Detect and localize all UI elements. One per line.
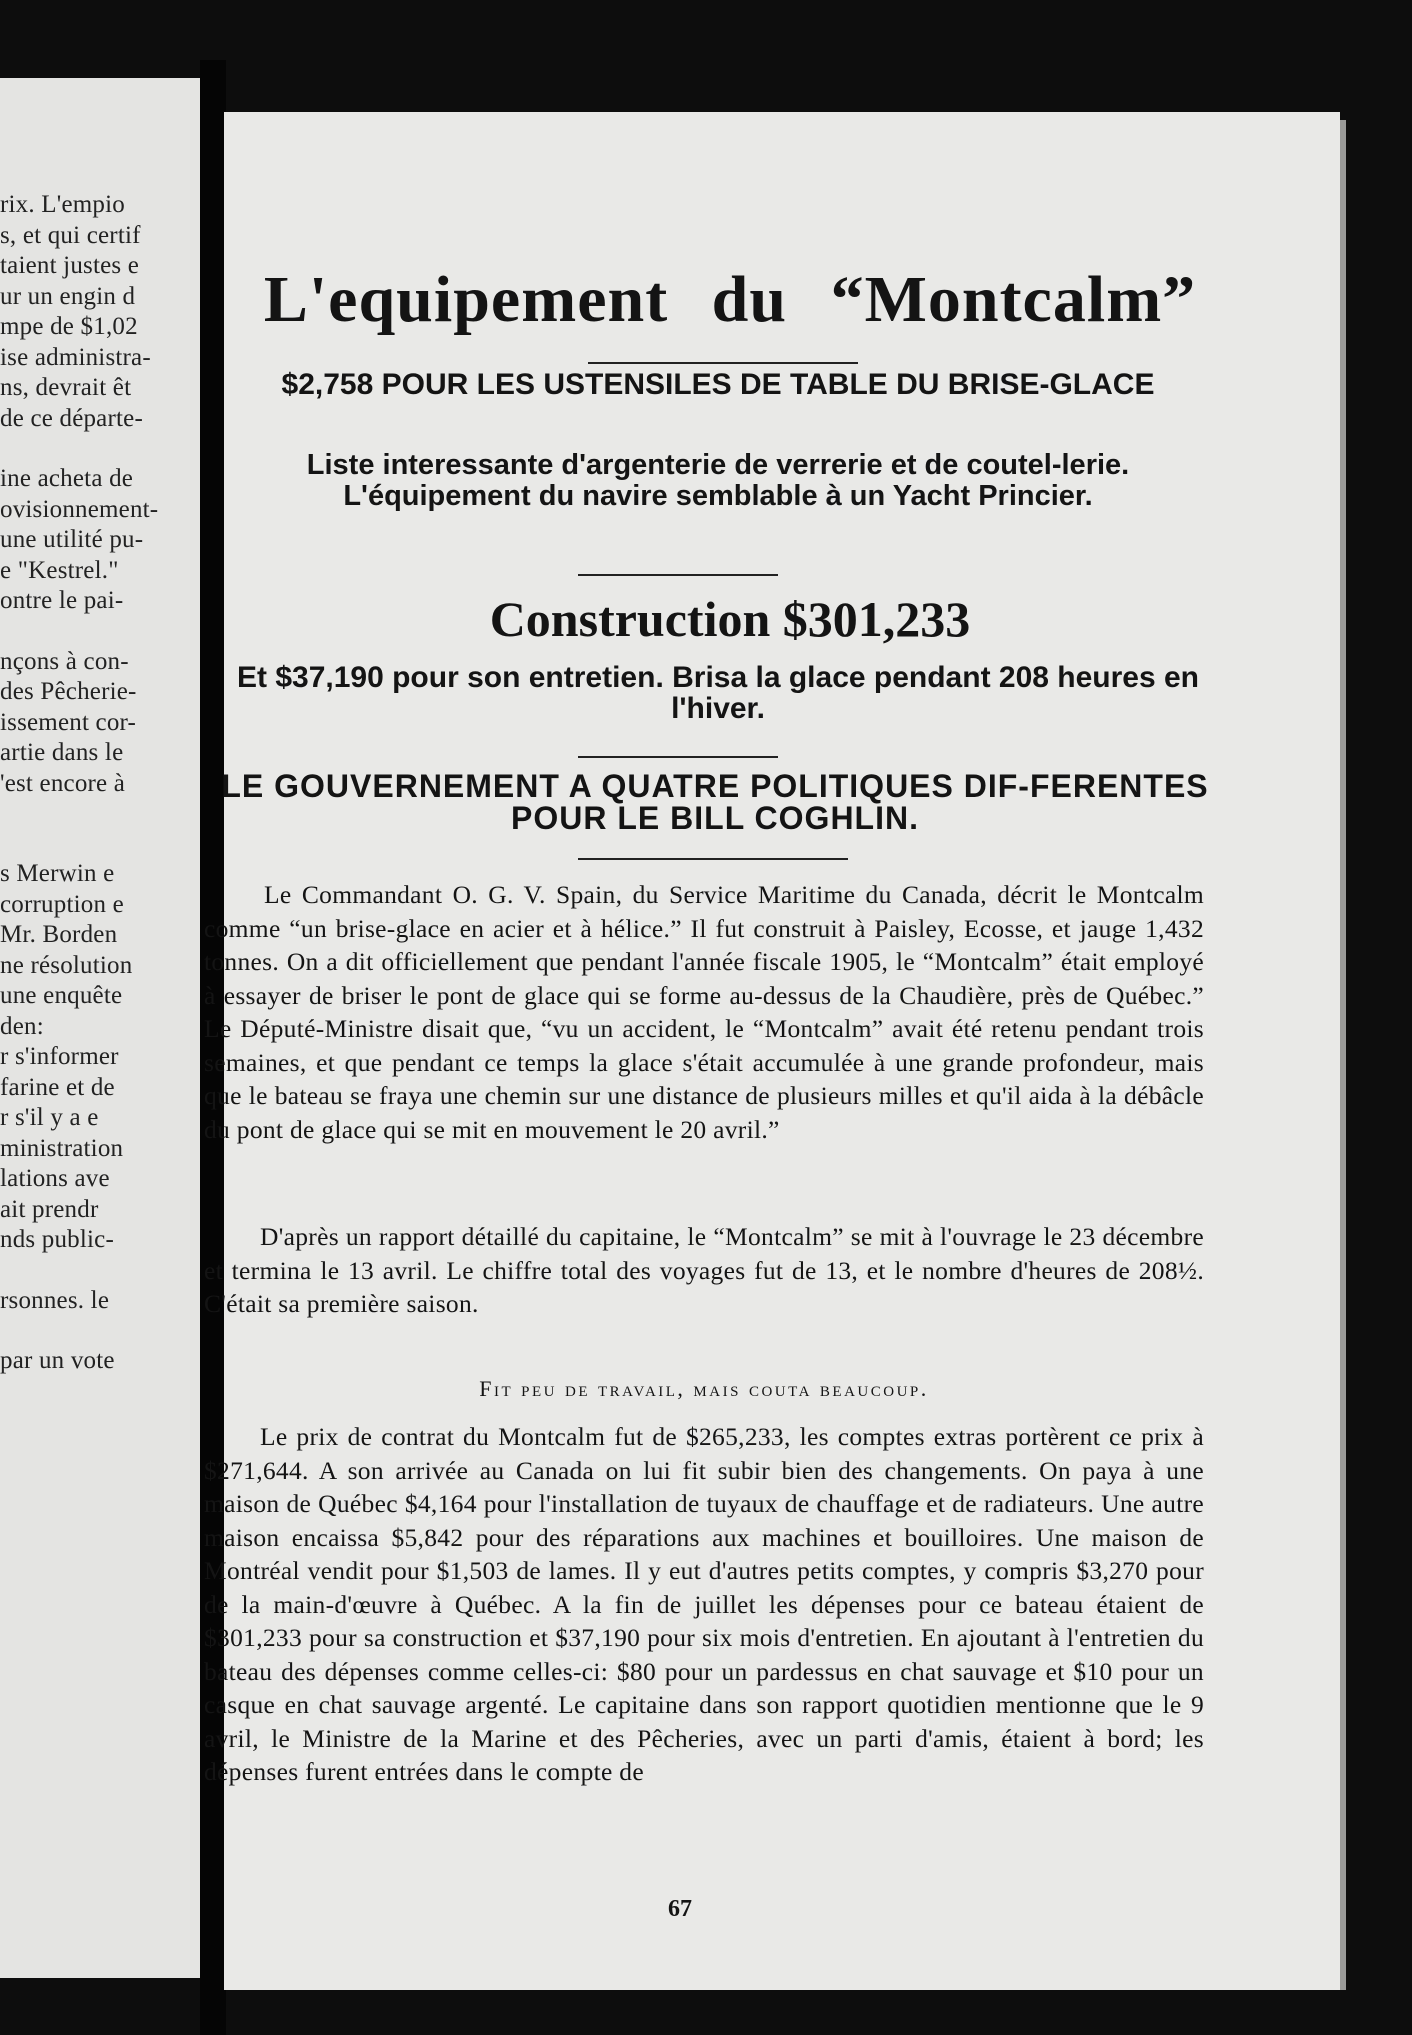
left-page-line: issement cor- <box>0 708 137 736</box>
left-page-line: ise administra- <box>0 343 151 371</box>
left-page-line: ovisionnement- <box>0 495 159 523</box>
subheading-ustensiles: $2,758 POUR LES USTENSILES DE TABLE DU BRISE-GLACE <box>281 368 1155 401</box>
page-edge <box>1340 120 1346 1990</box>
entretien-rule <box>578 756 778 758</box>
left-page-line: lations ave <box>0 1165 110 1192</box>
left-page-line: r s'il y a e <box>0 1104 99 1131</box>
left-page-line: nds public- <box>0 1226 114 1253</box>
left-page-line <box>0 434 208 464</box>
left-page-line: corruption e <box>0 890 124 918</box>
paragraph-commandant: Le Commandant O. G. V. Spain, du Service Maritime du Canada, décrit le Montcalm comme “un brise-glace en acier et à hélice.” Il fut construit à Paisley, Ecosse, et jauge 1,432 tonnes. On a dit officiellement que pendant l'année fiscale 1905, le “Montcalm” était employé à essayer de briser le pont de glace qui se forme au-dessus de la Chaudière, près de Québec.” Le Député-Ministre disait que, “vu un accident, le “Montcalm” avait été retenu pendant trois semaines, et que pendant ce temps la glace s'était accumulée à une grande profondeur, mais que le bateau se fraya une chemin sur une distance de plusieurs milles et qu'il aida à la débâcle du pont de glace qui se mit en mouvement le 20 avril.” <box>204 880 1204 1144</box>
left-page-line: s Merwin e <box>0 860 115 887</box>
left-page-text <box>0 190 208 1377</box>
left-page-line: e "Kestrel." <box>0 556 119 584</box>
left-page-line: ontre le pai- <box>0 587 124 614</box>
left-page-line <box>0 1316 208 1346</box>
subheading-argenterie: Liste interessante d'argenterie de verrerie et de coutel-lerie. L'équipement du navire semblable à un Yacht Princier. <box>306 449 1130 512</box>
left-page-line: ne résolution <box>0 951 133 979</box>
construction-heading: Construction $301,233 <box>489 591 971 647</box>
left-page-line: ur un engin d <box>0 282 136 310</box>
left-page-line: par un vote <box>0 1347 115 1374</box>
left-page-line: une enquête <box>0 982 123 1009</box>
left-page-line: den: <box>0 1012 44 1040</box>
left-page-line: taient justes e <box>0 252 140 279</box>
left-page-line: mpe de $1,02 <box>0 313 138 340</box>
left-page-line <box>0 799 208 829</box>
subheading-entretien: Et $37,190 pour son entretien. Brisa la glace pendant 208 heures en l'hiver. <box>236 661 1200 725</box>
left-page-line: artie dans le <box>0 739 124 766</box>
page-number: 67 <box>668 1896 692 1922</box>
left-page-line <box>0 1256 208 1286</box>
left-page-fragment <box>0 78 208 1978</box>
left-page-line <box>0 617 208 647</box>
left-page-line: nçons à con- <box>0 647 129 675</box>
left-page-line: rix. L'empio <box>0 191 125 218</box>
left-page-line: ns, devrait êt <box>0 374 132 401</box>
left-page-line: une utilité pu- <box>0 526 144 553</box>
left-page-line: s, et qui certif <box>0 221 141 249</box>
paragraph-rapport: D'après un rapport détaillé du capitaine, le “Montcalm” se mit à l'ouvrage le 23 décembre et termina le 13 avril. Le chiffre total des voyages fut de 13, et le nombre d'heures de 208½. C'était sa première saison. <box>204 1222 1204 1318</box>
article-title: L'equipement du “Montcalm” <box>263 263 1197 336</box>
left-page-line: 'est encore à <box>0 769 126 797</box>
left-page-line: r s'informer <box>0 1043 119 1070</box>
left-page-line: ine acheta de <box>0 465 134 492</box>
title-rule <box>588 362 858 364</box>
left-page-line: ait prendr <box>0 1195 99 1223</box>
paragraph-prix-contrat: Le prix de contrat du Montcalm fut de $265,233, les comptes extras portèrent ce prix à $271,644. A son arrivée au Canada on lui fit subir bien des changements. On paya à une maison de Québec $4,164 pour l'installation de tuyaux de chauffage et de radiateurs. Une autre maison encaissa $5,842 pour des réparations aux machines et bouilloires. Une maison de Montréal vendit pour $1,503 de lames. Il y eut d'autres petits comptes, y compris $3,270 pour de la main-d'œuvre à Québec. A la fin de juillet les dépenses pour ce bateau étaient de $301,233 pour sa construction et $37,190 pour six mois d'entretien. En ajoutant à l'entretien du bateau des dépenses comme celles-ci: $80 pour un pardessus en chat sauvage et $10 pour un casque en chat sauvage argenté. Le capitaine dans son rapport quotidien mentionne que le 9 avril, le Ministre de la Marine et des Pêcheries, avec un parti d'amis, étaient à bord; les dépenses furent entrées dans le compte de <box>204 1422 1204 1786</box>
left-page-line: de ce départe- <box>0 404 143 432</box>
section-heading: Fit peu de travail, mais couta beaucoup. <box>479 1376 929 1401</box>
left-page-line: rsonnes. le <box>0 1286 110 1314</box>
left-page-line: farine et de <box>0 1073 115 1101</box>
subheading-gouvernement: LE GOUVERNEMENT A QUATRE POLITIQUES DIF-FERENTES POUR LE BILL COGHLIN. <box>221 768 1209 836</box>
left-page-line: des Pêcherie- <box>0 678 137 705</box>
left-page-line <box>0 829 208 859</box>
subheading-rule <box>578 574 778 576</box>
gouvernement-rule <box>578 858 848 860</box>
left-page-line: Mr. Borden <box>0 921 118 948</box>
left-page-line: ministration <box>0 1134 124 1162</box>
